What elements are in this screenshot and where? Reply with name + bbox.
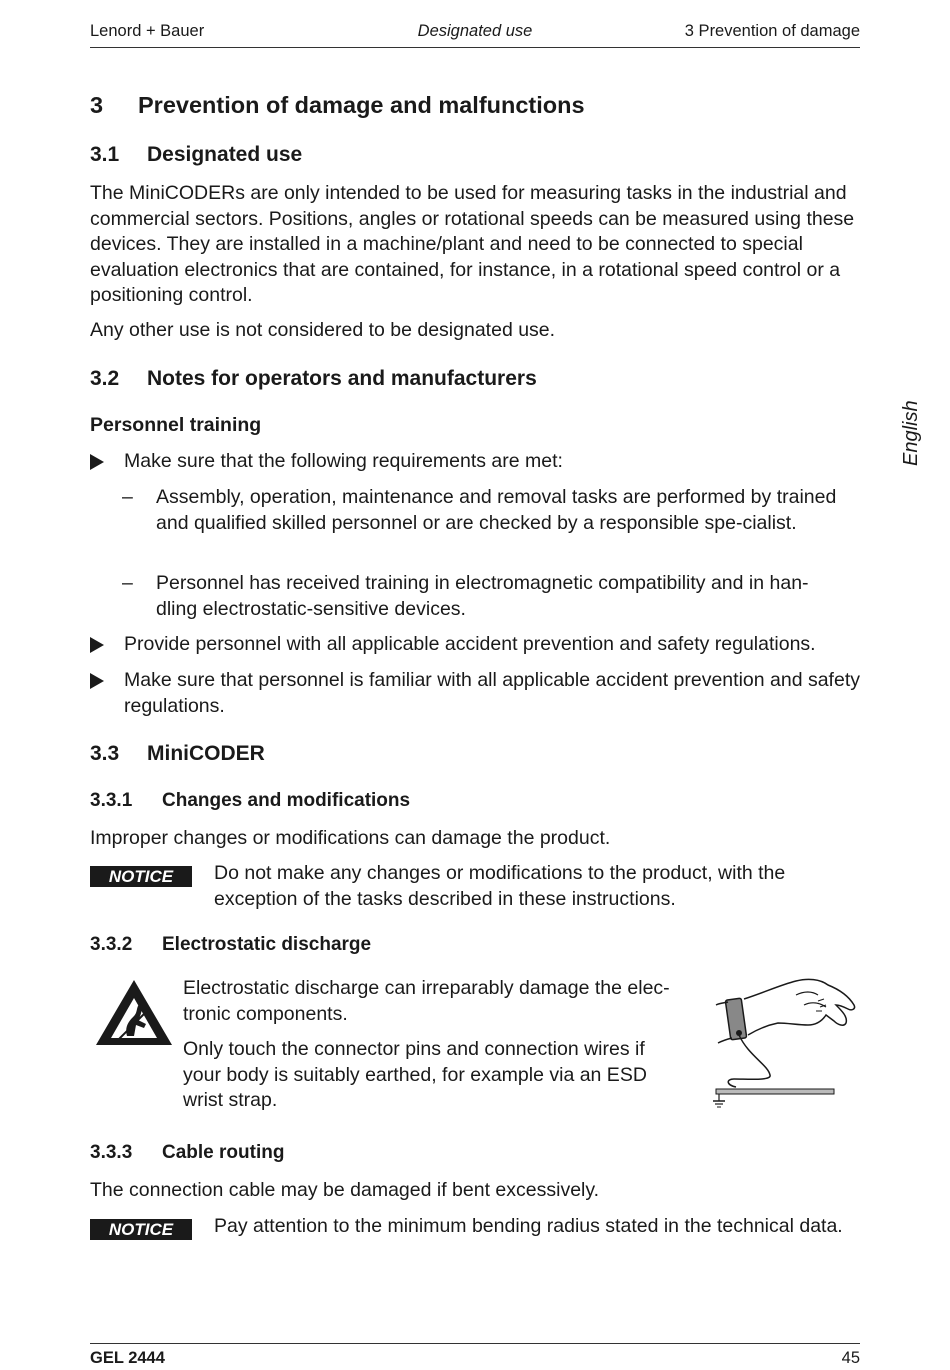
dash-item: [122, 485, 842, 563]
notice-text: Do not make any changes or modifications to the product, with the exception of the tasks described in these instructions.: [214, 862, 786, 910]
notice-badge: NOTICE: [90, 1219, 192, 1240]
page-number: 45: [841, 1349, 860, 1367]
bullet-text: Make sure that the following requirements are met:: [124, 450, 563, 472]
subsection-number: 3.3.2: [90, 934, 133, 955]
dash-item: [122, 571, 842, 623]
subsection-number: 3.3.3: [90, 1142, 133, 1163]
paragraph-esd-damage: Electrostatic discharge can irreparably damage the elec-tronic components.: [183, 977, 670, 1025]
subsection-heading-3-3-3: [90, 1142, 284, 1164]
subsection-heading-3-3-1: [90, 790, 410, 812]
footer-document-id: GEL 2444: [90, 1349, 165, 1367]
dash-text: Personnel has received training in electromagnetic compatibility and in han-dling electrostatic-sensitive devices.: [156, 572, 809, 620]
section-number: 3.2: [90, 367, 120, 390]
paragraph-esd-earthing: Only touch the connector pins and connection wires if your body is suitably earthed, for example via an ESD wrist strap.: [183, 1038, 647, 1111]
esd-warning-icon: [94, 978, 174, 1048]
subsection-title: Cable routing: [162, 1142, 285, 1163]
header-manufacturer: Lenord + Bauer: [90, 22, 205, 40]
notice-text: Pay attention to the minimum bending radius stated in the technical data.: [214, 1215, 843, 1237]
dash-icon: –: [122, 486, 133, 508]
section-title: Notes for operators and manufacturers: [147, 367, 537, 390]
header-divider: [90, 47, 860, 48]
paragraph-designated-use: The MiniCODERs are only intended to be used for measuring tasks in the industrial and commercial sectors. Positions, angles or rotational speeds can be measured using these devices. They are installed in a machine/plant and need to be connected to special evaluation electronics that are contained, for instance, in a rotational speed control or a positioning control.: [90, 182, 855, 306]
section-title: MiniCODER: [147, 742, 265, 765]
section-heading-3-2: [90, 367, 537, 391]
header-section: Designated use: [417, 22, 533, 40]
paragraph-other-use: Any other use is not considered to be designated use.: [90, 319, 556, 341]
bullet-item: [90, 632, 865, 658]
chapter-number: 3: [90, 92, 104, 118]
paragraph-changes: Improper changes or modifications can damage the product.: [90, 827, 611, 849]
footer-divider: [90, 1343, 860, 1344]
wrist-strap-illustration: [708, 975, 858, 1115]
paragraph-cable: The connection cable may be damaged if bent excessively.: [90, 1179, 600, 1201]
notice-badge: NOTICE: [90, 866, 192, 887]
chapter-heading: [90, 92, 585, 119]
subsection-heading-3-3-2: [90, 934, 371, 956]
bullet-item: [90, 449, 865, 475]
dash-text: Assembly, operation, maintenance and removal tasks are performed by trained and qualified skilled personnel or are checked by a responsible spe-cialist.: [156, 486, 837, 534]
triangle-bullet-icon: [90, 673, 104, 689]
section-heading-3-3: [90, 742, 265, 766]
bullet-text: Provide personnel with all applicable accident prevention and safety regulations.: [124, 633, 816, 655]
header-chapter: 3 Prevention of damage: [684, 22, 860, 40]
triangle-bullet-icon: [90, 454, 104, 470]
subsection-title: Changes and modifications: [162, 790, 411, 811]
dash-icon: –: [122, 572, 133, 594]
subheading-personnel-training: Personnel training: [90, 414, 262, 436]
triangle-bullet-icon: [90, 637, 104, 653]
section-title: Designated use: [147, 143, 303, 166]
section-heading-3-1: [90, 143, 302, 167]
bullet-item: [90, 668, 865, 720]
subsection-number: 3.3.1: [90, 790, 133, 811]
language-tab: English: [900, 400, 922, 466]
section-number: 3.1: [90, 143, 120, 166]
subsection-title: Electrostatic discharge: [162, 934, 372, 955]
bullet-text: Make sure that personnel is familiar with all applicable accident prevention and safety regulations.: [124, 669, 860, 717]
chapter-title: Prevention of damage and malfunctions: [138, 92, 585, 118]
section-number: 3.3: [90, 742, 120, 765]
